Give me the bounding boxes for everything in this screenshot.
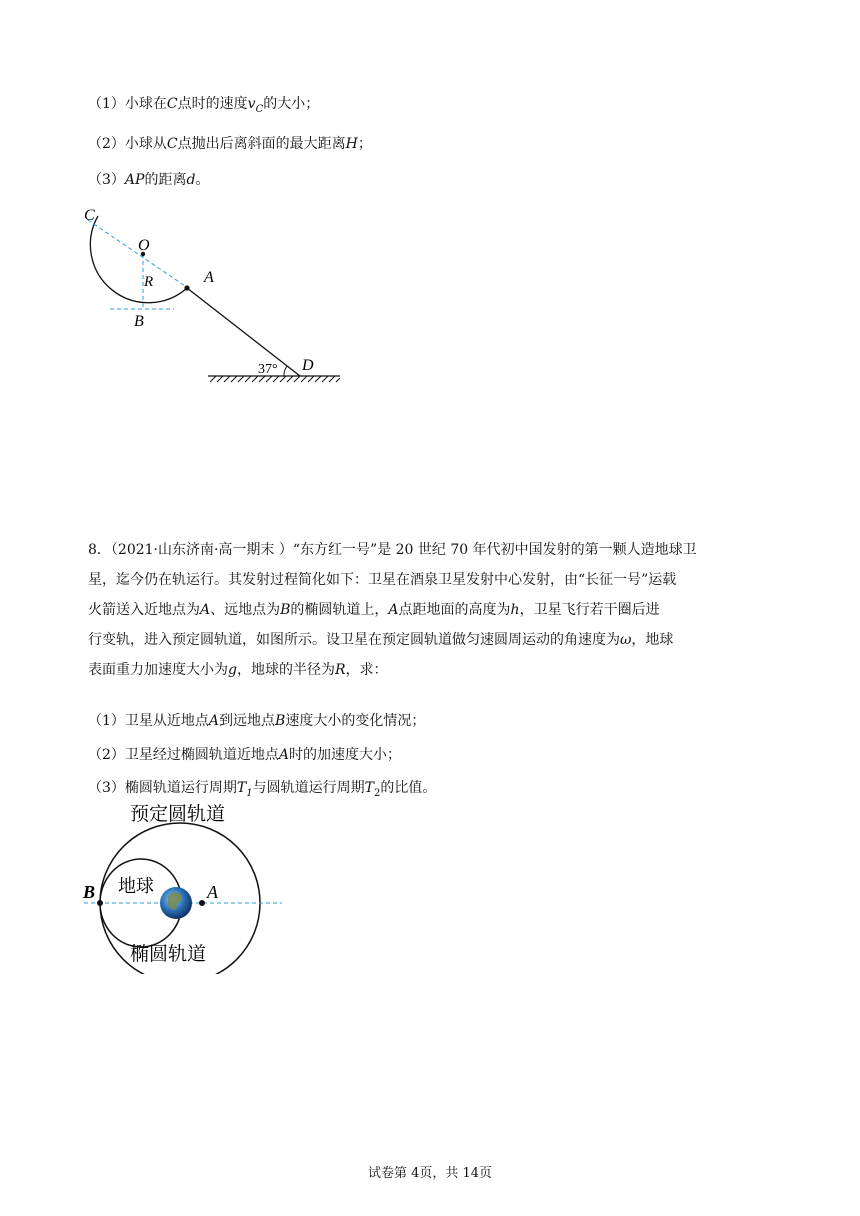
q7-sub2-text2: 点抛出后离斜面的最大距离 [177,136,346,152]
q7-label-a: A [204,269,214,286]
q7-sub1-text1: 小球在 [124,96,167,112]
page-footer: 试卷第 4页，共 14页 [367,1166,493,1181]
q7-sub1-point-c: C [166,96,178,112]
q7-figure [70,200,360,390]
q8-line5 [88,655,728,685]
q8-sub2-text1: 卫星经过椭圆轨道近地点 [124,747,279,763]
q8-line5-text-a: 表面重力加速度大小为 [88,662,228,678]
q8-label-circle-orbit: 预定圆轨道 [130,803,226,825]
q8-line5-g: g [228,662,237,678]
q8-sub1 [88,711,425,731]
q8-sub3-text3: 的比值。 [380,780,437,796]
q8-sub1-b: B [275,713,286,729]
q8-sub3-t1: T [236,780,247,796]
q7-sub2-text3: ； [357,136,372,152]
q8-stem [88,535,728,685]
q7-dashed-diameter [88,220,188,288]
q7-point-a [184,285,189,290]
q7-sub3-text2: 。 [195,172,210,188]
q8-sub2 [88,745,401,765]
q8-sub3-t2: T [364,780,374,796]
q8-line4 [88,625,728,655]
q7-sub2-h: H [345,136,358,152]
q8-line5-text-c: ，求： [345,662,388,678]
q7-sub3-d: d [186,172,196,188]
q7-sub3 [88,170,209,190]
q8-label-earth: 地球 [118,876,154,897]
q7-label-o: O [138,237,150,254]
q7-sub1-v-sub: C [255,103,264,115]
q8-line4-omega: ω [620,632,632,648]
q8-line3-a2: A [388,602,399,618]
q7-sub2-text1: 小球从 [124,136,167,152]
q8-sub1-a: A [208,713,220,729]
q8-line3-text-d: 点距地面的高度为 [398,602,511,618]
q7-sub3-text1: 的距离 [144,172,187,188]
q8-sub2-text2: 时的加速度大小； [289,747,402,763]
q8-figure [80,798,290,974]
q7-label-c: C [84,207,95,224]
q7-track-arc [90,216,187,303]
q8-line3-text-b: 、远地点为 [210,602,281,618]
q8-sub3-t1-sub: 1 [246,787,253,799]
q8-label-ellipse-orbit: 椭圆轨道 [130,943,207,965]
q8-sub2-a: A [278,747,290,763]
q8-line3 [88,595,728,625]
q7-sub2-num: （2） [88,136,125,152]
q8-line1-text: 8．（2021·山东济南·高一期末 ）“东方红一号”是 20 世纪 70 年代初中国发射的第一颗人造地球卫 [88,542,697,558]
q7-sub1-text3: 的大小； [263,96,320,112]
q7-sub1-num: （1） [88,96,125,112]
q7-sub3-num: （3） [88,172,125,188]
q7-sub2-point-c: C [166,136,178,152]
q8-line2 [88,565,728,595]
q7-label-d: D [302,357,314,374]
q7-sub1 [88,94,319,120]
q7-sub1-v: v [247,96,256,112]
q7-label-b: B [134,313,144,330]
q7-sub3-ap: AP [124,172,145,188]
q8-sub1-num: （1） [88,713,125,729]
q8-sub3-text2: 与圆轨道运行周期 [252,780,365,796]
q8-sub3-t2-sub: 2 [373,787,381,799]
q8-line3-text-a: 火箭送入近地点为 [88,602,200,618]
q8-label-b: B [83,882,96,902]
q8-line5-r: R [334,662,346,678]
q7-angle-arc [284,366,287,376]
q7-label-r: R [144,274,154,290]
q8-line3-h: h [510,602,520,618]
q8-line4-text-a: 行变轨，进入预定圆轨道，如图所示。设卫星在预定圆轨道做匀速圆周运动的角速度为 [88,632,620,648]
q8-point-a [199,900,205,906]
q8-line1 [88,535,728,565]
q8-line3-text-e: ，卫星飞行若干圈后进 [519,602,660,618]
q8-sub3-text1: 椭圆轨道运行周期 [124,780,237,796]
q8-sub1-text3: 速度大小的变化情况； [285,713,426,729]
q7-label-angle: 37° [258,362,278,377]
q8-label-a: A [207,882,218,902]
q8-sub2-num: （2） [88,747,125,763]
q8-sub1-text2: 到远地点 [219,713,276,729]
q8-sub3-num: （3） [88,780,125,796]
q8-line4-text-b: ，地球 [631,632,674,648]
q8-point-b [97,900,103,906]
q8-line3-text-c: 的椭圆轨道上， [290,602,389,618]
q7-incline [187,288,300,376]
q7-sub2 [88,134,372,154]
q8-line3-b: B [280,602,291,618]
q8-sub1-text1: 卫星从近地点 [124,713,209,729]
q8-line5-text-b: ，地球的半径为 [236,662,335,678]
q7-sub1-text2: 点时的速度 [177,96,248,112]
q8-line3-a: A [200,602,211,618]
q8-line2-text: 星，迄今仍在轨运行。其发射过程简化如下：卫星在酒泉卫星发射中心发射，由“长征一号”运载 [88,572,677,588]
